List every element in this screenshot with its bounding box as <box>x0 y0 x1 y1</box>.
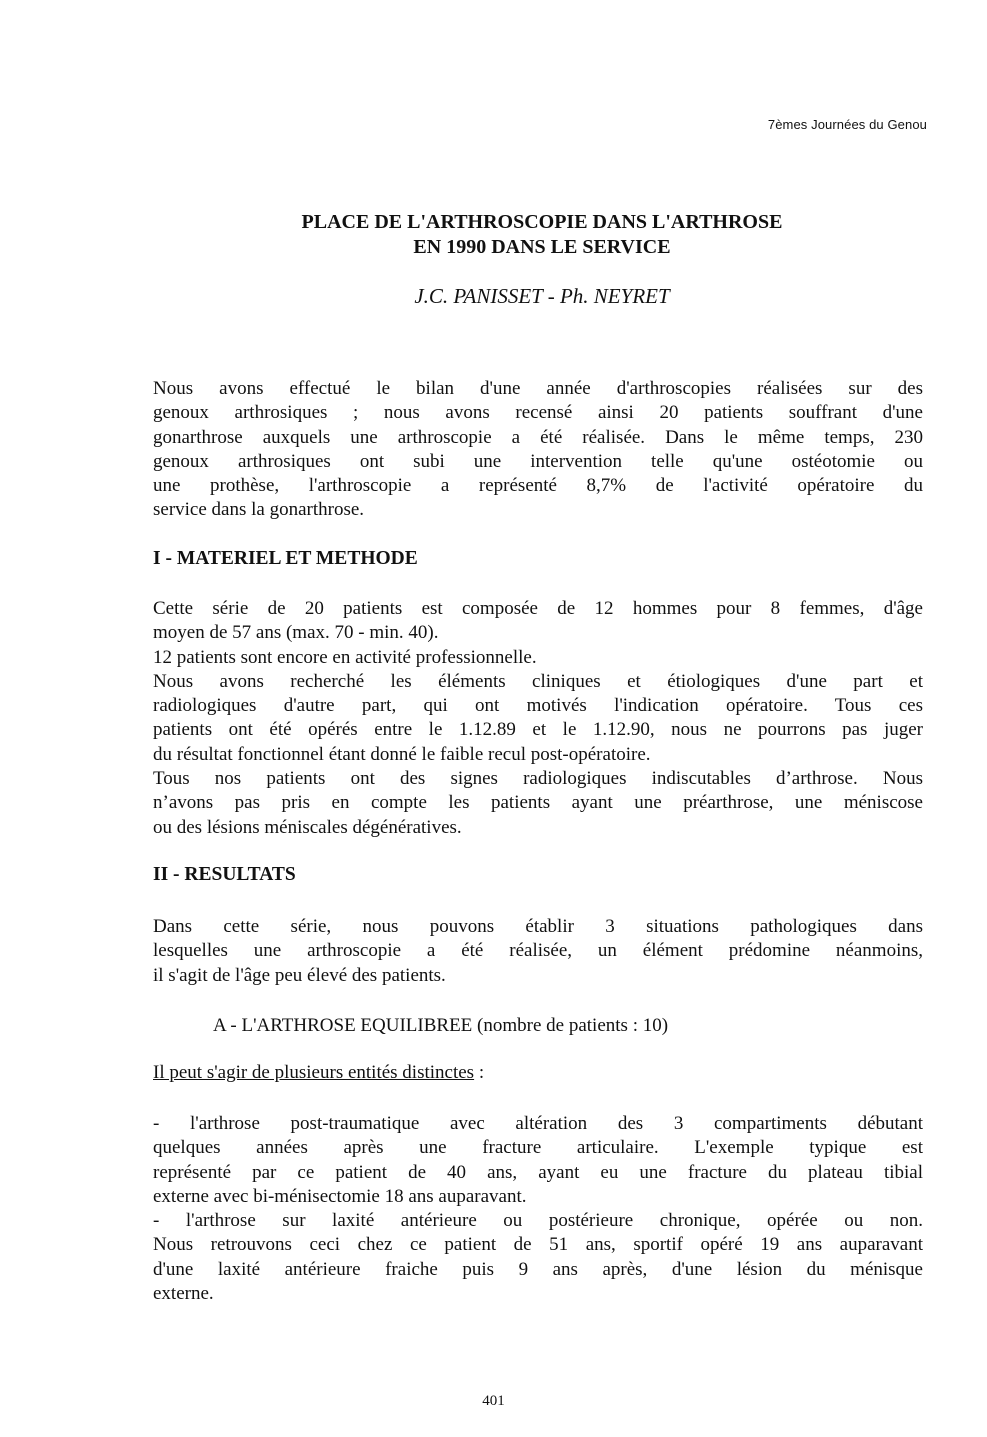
section-heading-materiel: I - MATERIEL ET METHODE <box>153 548 418 569</box>
materiel-line: 12 patients sont encore en activité professionnelle. <box>153 646 537 668</box>
materiel-paragraph <box>153 597 923 840</box>
intro-line: gonarthrose auxquels une arthroscopie a été réalisée. Dans le même temps, 230 <box>153 426 923 448</box>
title-line-2: EN 1990 DANS LE SERVICE <box>413 236 671 258</box>
intro-line: Nous avons effectué le bilan d'une année d'arthroscopies réalisées sur des <box>153 378 923 399</box>
entity-line: quelques années après une fracture articulaire. L'exemple typique est <box>153 1137 923 1159</box>
entity-line: représenté par ce patient de 40 ans, ayant eu une fracture du plateau tibial <box>153 1161 923 1183</box>
article-title <box>0 210 987 260</box>
subsection-heading-a: A - L'ARTHROSE EQUILIBREE (nombre de patients : 10) <box>213 1015 669 1036</box>
entity-line: externe avec bi-ménisectomie 18 ans auparavant. <box>153 1185 527 1207</box>
intro-line: genoux arthrosiques ; nous avons recensé ainsi 20 patients souffrant d'une <box>153 402 923 424</box>
page-number: 401 <box>482 1393 505 1409</box>
materiel-line: Nous avons recherché les éléments cliniques et étiologiques d'une part et <box>153 670 923 692</box>
materiel-line: ou des lésions méniscales dégénératives. <box>153 816 462 838</box>
section-heading-resultats: II - RESULTATS <box>153 864 296 885</box>
materiel-line: du résultat fonctionnel étant donné le faible recul post-opératoire. <box>153 743 651 765</box>
materiel-line: Cette série de 20 patients est composée de 12 hommes pour 8 femmes, d'âge <box>153 598 923 619</box>
entities-lead-suffix: : <box>474 1062 485 1083</box>
entity-line: d'une laxité antérieure fraiche puis 9 ans après, d'une lésion du ménisque <box>153 1258 923 1280</box>
materiel-line: patients ont été opérés entre le 1.12.89 et le 1.12.90, nous ne pourrons pas juger <box>153 719 923 741</box>
intro-line: service dans la gonarthrose. <box>153 499 365 521</box>
materiel-line: moyen de 57 ans (max. 70 - min. 40). <box>153 622 439 644</box>
authors: J.C. PANISSET - Ph. NEYRET <box>414 284 670 308</box>
resultats-line: il s'agit de l'âge peu élevé des patients. <box>153 964 446 986</box>
entity-line: externe. <box>153 1283 214 1305</box>
resultats-paragraph <box>153 915 923 988</box>
entities-lead <box>153 1062 484 1084</box>
intro-line: une prothèse, l'arthroscopie a représenté 8,7% de l'activité opératoire du <box>153 475 923 497</box>
intro-paragraph <box>153 377 923 523</box>
entity-line: Nous retrouvons ceci chez ce patient de 51 ans, sportif opéré 19 ans auparavant <box>153 1234 923 1256</box>
resultats-line: lesquelles une arthroscopie a été réalisée, un élément prédomine néanmoins, <box>153 940 923 962</box>
title-line-1: PLACE DE L'ARTHROSCOPIE DANS L'ARTHROSE <box>301 211 783 233</box>
running-header: 7èmes Journées du Genou <box>767 117 927 132</box>
materiel-line: Tous nos patients ont des signes radiologiques indiscutables d’arthrose. Nous <box>153 768 923 790</box>
resultats-line: Dans cette série, nous pouvons établir 3 situations pathologiques dans <box>153 916 923 937</box>
entity-line: - l'arthrose sur laxité antérieure ou postérieure chronique, opérée ou non. <box>153 1210 923 1232</box>
materiel-line: n’avons pas pris en compte les patients ayant une préarthrose, une méniscose <box>153 792 923 814</box>
entities-list <box>153 1112 923 1306</box>
entities-lead-underlined: Il peut s'agir de plusieurs entités distinctes <box>153 1062 475 1083</box>
materiel-line: radiologiques d'autre part, qui ont motivés l'indication opératoire. Tous ces <box>153 695 923 717</box>
entity-line: - l'arthrose post-traumatique avec altération des 3 compartiments débutant <box>153 1113 923 1134</box>
intro-line: genoux arthrosiques ont subi une intervention telle qu'une ostéotomie ou <box>153 450 923 472</box>
